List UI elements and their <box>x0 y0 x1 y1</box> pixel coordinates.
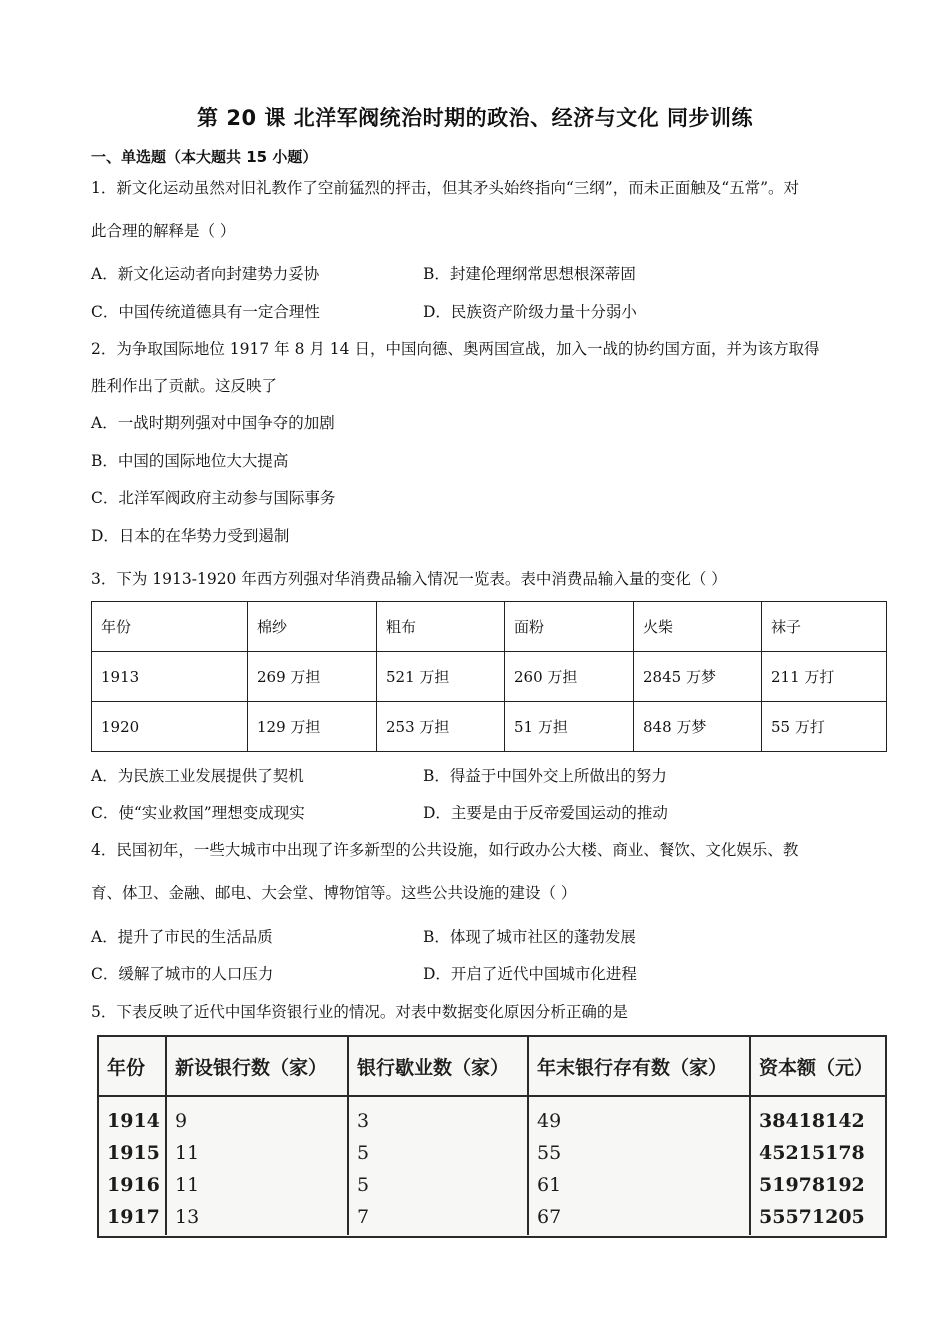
q2-option-c[interactable]: C．北洋军阀政府主动参与国际事务 <box>91 489 336 507</box>
table-header-cell: 粗布 <box>377 602 505 652</box>
q2-option-d[interactable]: D．日本的在华势力受到遏制 <box>91 527 290 545</box>
table-row <box>99 1096 885 1235</box>
table-cell: 2845 万梦 <box>634 652 762 702</box>
table-cell: 1914 <box>107 1110 160 1132</box>
q3-stem: 3．下为 1913-1920 年西方列强对华消费品输入情况一览表。表中消费品输入量的变化（ ） <box>91 570 727 588</box>
table-cell: 55571205 <box>759 1206 865 1228</box>
new-banks-column <box>166 1096 348 1235</box>
table-cell: 45215178 <box>759 1142 865 1164</box>
table-cell: 1917 <box>107 1206 160 1228</box>
q5-bank-table-image <box>97 1035 887 1238</box>
q3-option-c[interactable]: C．使“实业救国”理想变成现实 <box>91 804 305 822</box>
table-cell: 1913 <box>92 652 248 702</box>
table-header-row <box>92 602 887 652</box>
q2-option-b[interactable]: B．中国的国际地位大大提高 <box>91 452 289 470</box>
q5-stem: 5．下表反映了近代中国华资银行业的情况。对表中数据变化原因分析正确的是 <box>91 1003 628 1021</box>
table-cell: 11 <box>175 1142 200 1164</box>
q5-bank-table <box>99 1037 885 1235</box>
year-column <box>99 1096 166 1235</box>
q4-option-d[interactable]: D．开启了近代中国城市化进程 <box>423 965 637 983</box>
table-header-row <box>99 1037 885 1096</box>
q1-option-b[interactable]: B．封建伦理纲常思想根深蒂固 <box>423 265 636 283</box>
table-cell: 3 <box>357 1110 370 1132</box>
q1-stem-line2: 此合理的解释是（ ） <box>91 222 236 240</box>
table-cell: 521 万担 <box>377 652 505 702</box>
table-cell: 55 万打 <box>762 702 887 752</box>
table-cell: 848 万梦 <box>634 702 762 752</box>
closed-banks-column <box>348 1096 528 1235</box>
q1-option-a[interactable]: A．新文化运动者向封建势力妥协 <box>91 265 320 283</box>
table-header-cell: 火柴 <box>634 602 762 652</box>
table-cell: 1920 <box>92 702 248 752</box>
table-header-cell: 袜子 <box>762 602 887 652</box>
table-cell: 129 万担 <box>248 702 377 752</box>
q2-stem-line2: 胜利作出了贡献。这反映了 <box>91 377 278 395</box>
table-cell: 51 万担 <box>505 702 634 752</box>
table-cell: 51978192 <box>759 1174 865 1196</box>
q4-stem-line2: 育、体卫、金融、邮电、大会堂、博物馆等。这些公共设施的建设（ ） <box>91 884 577 902</box>
q2-stem-line1: 2．为争取国际地位 1917 年 8 月 14 日，中国向德、奥两国宣战，加入一战的协约国方面，并为该方取得 <box>91 340 820 358</box>
table-cell: 67 <box>537 1206 562 1228</box>
q3-option-d[interactable]: D．主要是由于反帝爱国运动的推动 <box>423 804 668 822</box>
table-header-cell: 资本额（元） <box>750 1037 885 1096</box>
table-cell: 61 <box>537 1174 562 1196</box>
table-cell: 253 万担 <box>377 702 505 752</box>
q1-option-d[interactable]: D．民族资产阶级力量十分弱小 <box>423 303 637 321</box>
q4-option-a[interactable]: A．提升了市民的生活品质 <box>91 928 273 946</box>
table-row <box>92 652 887 702</box>
capital-column <box>750 1096 885 1235</box>
table-header-cell: 新设银行数（家） <box>166 1037 348 1096</box>
table-cell: 5 <box>357 1174 370 1196</box>
q1-option-c[interactable]: C．中国传统道德具有一定合理性 <box>91 303 320 321</box>
table-cell: 38418142 <box>759 1110 865 1132</box>
table-cell: 1915 <box>107 1142 160 1164</box>
q3-import-table <box>91 601 887 752</box>
table-cell: 211 万打 <box>762 652 887 702</box>
table-header-cell: 年份 <box>99 1037 166 1096</box>
table-cell: 55 <box>537 1142 562 1164</box>
table-cell: 9 <box>175 1110 188 1132</box>
page-title: 第 20 课 北洋军阀统治时期的政治、经济与文化 同步训练 <box>197 106 753 130</box>
table-row <box>92 702 887 752</box>
q1-stem-line1: 1．新文化运动虽然对旧礼教作了空前猛烈的抨击，但其矛头始终指向“三纲”，而未正面触及“五常”。对 <box>91 179 800 197</box>
table-cell: 13 <box>175 1206 200 1228</box>
table-cell: 269 万担 <box>248 652 377 702</box>
table-cell: 5 <box>357 1142 370 1164</box>
q4-option-b[interactable]: B．体现了城市社区的蓬勃发展 <box>423 928 636 946</box>
table-cell: 11 <box>175 1174 200 1196</box>
q3-option-a[interactable]: A．为民族工业发展提供了契机 <box>91 767 304 785</box>
q4-stem-line1: 4．民国初年，一些大城市中出现了许多新型的公共设施，如行政办公大楼、商业、餐饮、文化娱乐、教 <box>91 841 799 859</box>
table-cell: 49 <box>537 1110 562 1132</box>
table-header-cell: 银行歇业数（家） <box>348 1037 528 1096</box>
q3-option-b[interactable]: B．得益于中国外交上所做出的努力 <box>423 767 667 785</box>
table-cell: 260 万担 <box>505 652 634 702</box>
table-header-cell: 年份 <box>92 602 248 652</box>
q2-option-a[interactable]: A．一战时期列强对中国争夺的加剧 <box>91 414 335 432</box>
q4-option-c[interactable]: C．缓解了城市的人口压力 <box>91 965 274 983</box>
section-heading: 一、单选题（本大题共 15 小题） <box>91 148 318 166</box>
table-cell: 7 <box>357 1206 370 1228</box>
table-header-cell: 年末银行存有数（家） <box>528 1037 750 1096</box>
existing-banks-column <box>528 1096 750 1235</box>
table-header-cell: 棉纱 <box>248 602 377 652</box>
table-header-cell: 面粉 <box>505 602 634 652</box>
table-cell: 1916 <box>107 1174 160 1196</box>
